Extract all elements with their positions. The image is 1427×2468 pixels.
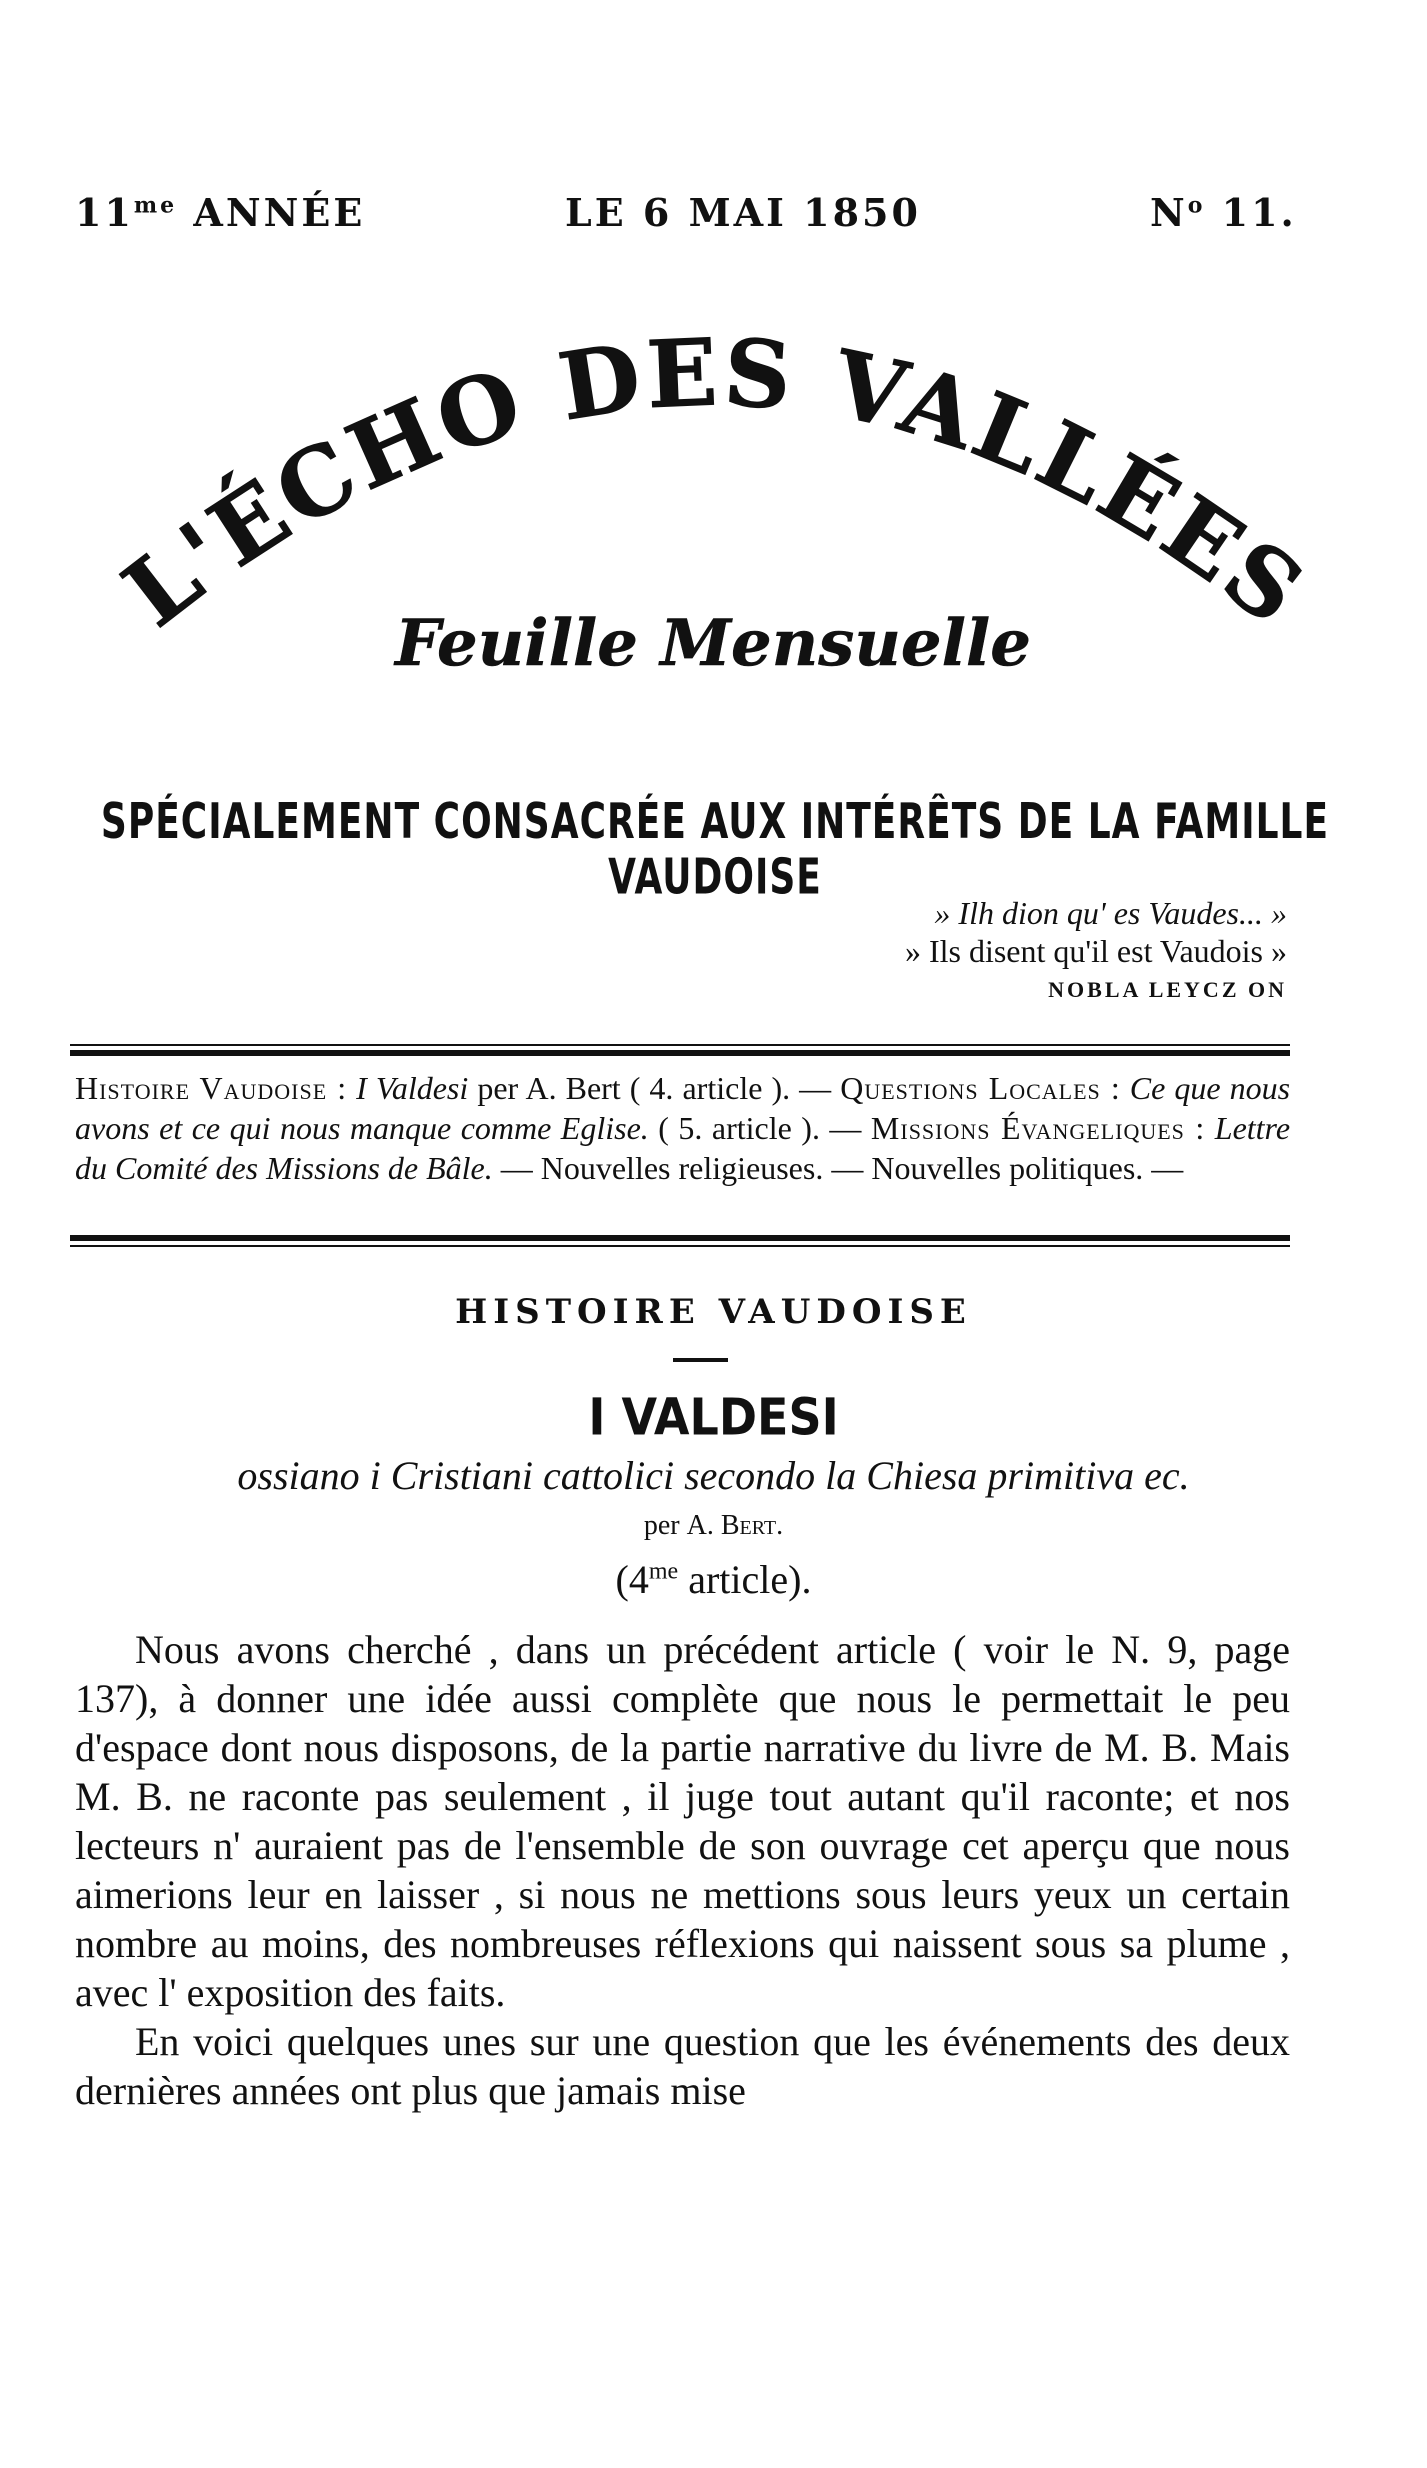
article-title: I VALDESI bbox=[588, 1387, 839, 1447]
summary-section-3-title: Lettre du Comité des Missions de Bâle. bbox=[75, 1110, 1291, 1186]
masthead-subtitle: Feuille Mensuelle bbox=[395, 606, 1031, 681]
summary-section-2-rest: ( 5. article ). — bbox=[658, 1110, 862, 1146]
issue-date: LE 6 MAI 1850 bbox=[565, 190, 921, 235]
year-label: $11^{me}$ ANNÉE bbox=[75, 190, 366, 235]
summary-section-2-label: Questions Locales : bbox=[840, 1070, 1121, 1106]
article-body bbox=[75, 1625, 1290, 2115]
section-heading: HISTOIRE VAUDOISE bbox=[455, 1292, 972, 1332]
issue-number: $N^o$ 11. bbox=[1150, 190, 1297, 235]
summary-section-2-title: Ce que nous avons et ce qui nous manque comme Eglise. bbox=[75, 1070, 1291, 1146]
summary-section-1-title: I Valdesi bbox=[356, 1070, 469, 1106]
motto-line-1: » Ilh dion qu' es Vaudes... » bbox=[934, 895, 1287, 931]
motto-source: NOBLA LEYCZ ON bbox=[1048, 977, 1287, 1002]
paragraph: Nous avons cherché , dans un précédent article ( voir le N. 9, page 137), à donner une idée aussi complète que nous le permettait le peu d'espace dont nous disposons, de la partie narrative du livre de M. B. Mais M. B. ne raconte pas seulement , il juge tout autant qu'il raconte; et nos lecteurs n' auraient pas de l'ensemble de son ouvrage cet aperçu que nous aimerions leur en laisser , si nous ne mettions sous leurs yeux un certain nombre au moins, des nombreuses réflexions qui naissent sous sa plume , avec l' exposition des faits. bbox=[75, 1627, 1290, 2015]
article-number: ($4^{me}$ article). bbox=[615, 1557, 812, 1602]
summary-section-1-rest: per A. Bert ( 4. article ). — bbox=[477, 1070, 832, 1106]
tagline: SPÉCIALEMENT CONSACRÉE AUX INTÉRÊTS DE LA FAMILLE VAUDOISE bbox=[100, 795, 1330, 906]
masthead bbox=[0, 290, 1427, 710]
article-subtitle: ossiano i Cristiani cattolici secondo la Chiesa primitiva ec. bbox=[237, 1453, 1190, 1498]
summary-rule-bottom bbox=[70, 1235, 1290, 1247]
summary-rule-top bbox=[70, 1040, 1290, 1056]
contents-summary bbox=[75, 1068, 1290, 1188]
masthead-title: L'ÉCHO DES VALLÉES bbox=[104, 318, 1326, 648]
paragraph: En voici quelques unes sur une question que les événements des deux dernières années ont plus que jamais mise bbox=[75, 2019, 1290, 2113]
summary-section-3-rest: — Nouvelles religieuses. — Nouvelles politiques. — bbox=[500, 1150, 1184, 1186]
article-byline: per A. Bert. bbox=[643, 1510, 784, 1541]
summary-section-3-label: Missions Évangeliques : bbox=[870, 1110, 1206, 1146]
summary-section-1-label: Histoire Vaudoise : bbox=[75, 1070, 348, 1106]
section-divider bbox=[673, 1358, 728, 1362]
motto-line-2: » Ils disent qu'il est Vaudois » bbox=[904, 933, 1287, 969]
